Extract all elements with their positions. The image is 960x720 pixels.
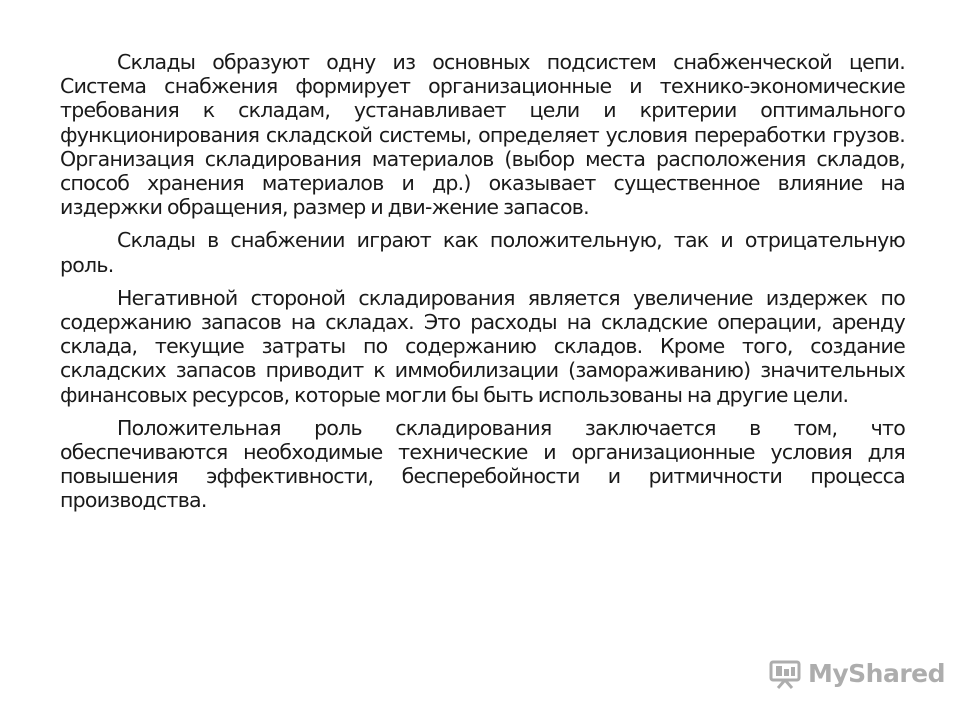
document-body [60, 50, 905, 513]
document-page [60, 50, 905, 610]
watermark-logo [768, 655, 946, 691]
paragraph-4: Положительная роль складирования заключается в том, что обеспечиваются необходимые технические и организационные условия для повышения эффективности, бесперебойности и ритмичности процесса производства. [60, 415, 905, 513]
paragraph-2: Склады в снабжении играют как положительную, так и отрицательную роль. [60, 228, 905, 277]
presentation-board-icon [768, 656, 802, 690]
paragraph-3: Негативной стороной складирования является увеличение издержек по содержанию запасов на складах. Это расходы на складские операции, аренду склада, текущие затраты по содержанию складов. Кроме того, создание складских запасов приводит к иммобилизации (замораживанию) значительных финансовых ресурсов, которые могли бы быть использованы на другие цели. [60, 285, 905, 407]
paragraph-1: Склады образуют одну из основных подсистем снабженческой цепи. Система снабжения формирует организационные и технико-экономические требования к складам, устанавливает цели и критерии оптимального функционирования складской системы, определяет условия переработки грузов. Организация складирования материалов (выбор места расположения складов, способ хранения материалов и др.) оказывает существенное влияние на издержки обращения, размер и дви-жение запасов. [60, 50, 905, 220]
watermark-text: MyShared [808, 658, 946, 688]
